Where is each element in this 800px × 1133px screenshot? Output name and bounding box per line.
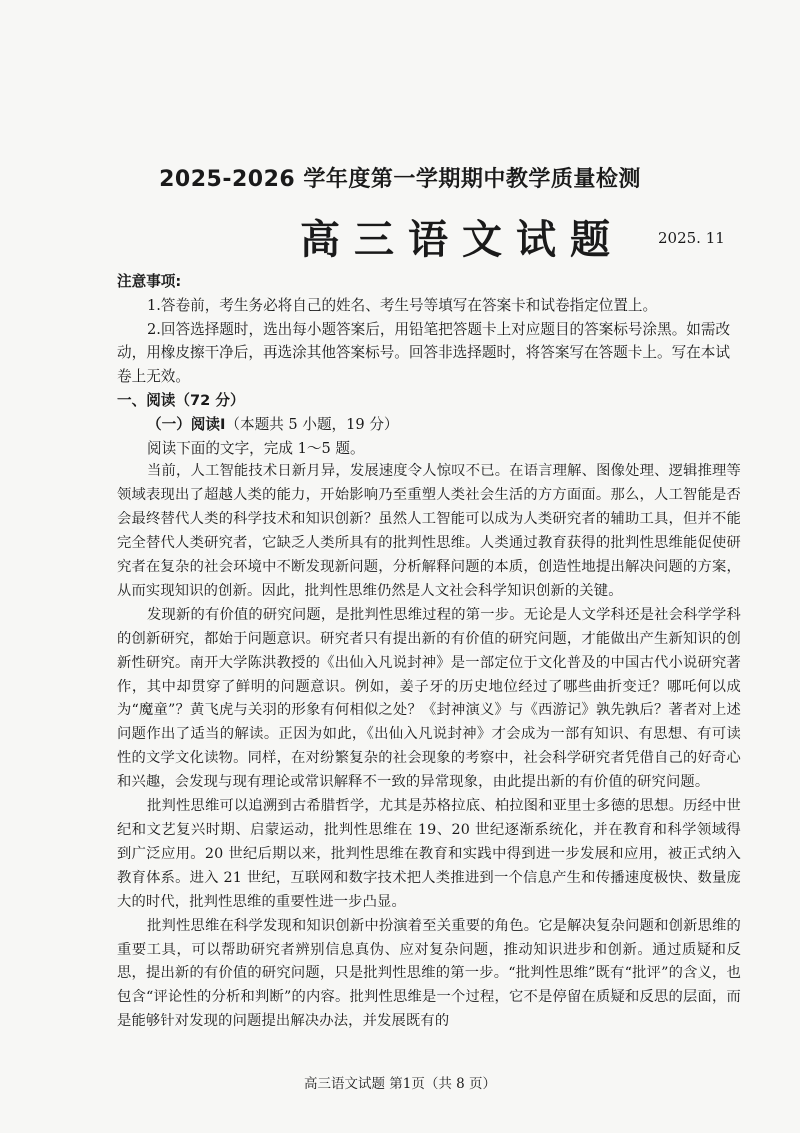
- section-heading: 一、阅读（72 分）: [117, 391, 245, 409]
- passage-paragraph: 发现新的有价值的研究问题，是批判性思维过程的第一步。无论是人文学科还是社会科学学科的创新研究，都始于问题意识。研究者只有提出新的有价值的研究问题，才能做出产生新知识的创新性研究。南开大学陈洪教授的《出仙入凡说封神》是一部定位于文化普及的中国古代小说研究著作，其中却贯穿了鲜明的问题意识。例如，姜子牙的历史地位经过了哪些曲折变迁？哪吒何以成为“魔童”？黄飞虎与关羽的形象有何相似之处？《封神演义》与《西游记》孰先孰后？著者对上述问题作出了适当的解读。正因为如此，《出仙入凡说封神》才会成为一部有知识、有思想、有可读性的文学文化读物。同样，在对纷繁复杂的社会现象的考察中，社会科学研究者凭借自己的好奇心和兴趣，会发现与现有理论或常识解释不一致的异常现象，由此提出新的有价值的研究问题。: [117, 606, 741, 791]
- note-item-1: 1.答卷前，考生务必将自己的姓名、考生号等填写在答案卡和试卷指定位置上。: [147, 296, 658, 314]
- notes-heading: 注意事项:: [117, 273, 182, 290]
- sub-section-info: （本题共 5 小题，19 分）: [225, 415, 399, 433]
- exam-title: 2025-2026 学年度第一学期期中教学质量检测: [159, 167, 641, 192]
- exam-date: 2025. 11: [658, 229, 725, 247]
- reading-instruction: 阅读下面的文字，完成 1～5 题。: [147, 439, 365, 457]
- note-item-2: 2.回答选择题时，选出每小题答案后，用铅笔把答题卡上对应题目的答案标号涂黑。如需改动，用橡皮擦干净后，再选涂其他答案标号。回答非选择题时，将答案写在答题卡上。写在本试卷上无效。: [117, 320, 731, 386]
- page-footer: 高三语文试题 第1页（共 8 页）: [303, 1076, 497, 1092]
- sub-section-label: （一）阅读Ⅰ: [147, 415, 226, 433]
- paper-title: 高三语文试题: [300, 217, 624, 263]
- passage-paragraph: 批判性思维在科学发现和知识创新中扮演着至关重要的角色。它是解决复杂问题和创新思维的重要工具，可以帮助研究者辨别信息真伪、应对复杂问题，推动知识进步和创新。通过质疑和反思，提出新的有价值的研究问题，只是批判性思维的第一步。“批判性思维”既有“批评”的含义，也包含“评论性的分析和判断”的内容。批判性思维是一个过程，它不是停留在质疑和反思的层面，而是能够针对发现的问题提出解决办法，并发展既有的: [117, 917, 741, 1030]
- passage-paragraph: 当前，人工智能技术日新月异，发展速度令人惊叹不已。在语言理解、图像处理、逻辑推理等领域表现出了超越人类的能力，开始影响乃至重塑人类社会生活的方方面面。那么，人工智能是否会最终替代人类的科学技术和知识创新？虽然人工智能可以成为人类研究者的辅助工具，但并不能完全替代人类研究者，它缺乏人类所具有的批判性思维。人类通过教育获得的批判性思维能促使研究者在复杂的社会环境中不断发现新问题，分析解释问题的本质，创造性地提出解决问题的方案，从而实现知识的创新。因此，批判性思维仍然是人文社会科学知识创新的关键。: [117, 463, 741, 599]
- sub-section-heading: [117, 413, 741, 437]
- exam-content: [117, 270, 741, 1034]
- passage-paragraph: 批判性思维可以追溯到古希腊哲学，尤其是苏格拉底、柏拉图和亚里士多德的思想。历经中世纪和文艺复兴时期、启蒙运动，批判性思维在 19、20 世纪逐渐系统化，并在教育和科学领域得到广泛应用。20 世纪后期以来，批判性思维在教育和实践中得到进一步发展和应用，被正式纳入教育体系。进入 21 世纪，互联网和数字技术把人类推进到一个信息产生和传播速度极快、数量庞大的时代，批判性思维的重要性进一步凸显。: [117, 798, 741, 910]
